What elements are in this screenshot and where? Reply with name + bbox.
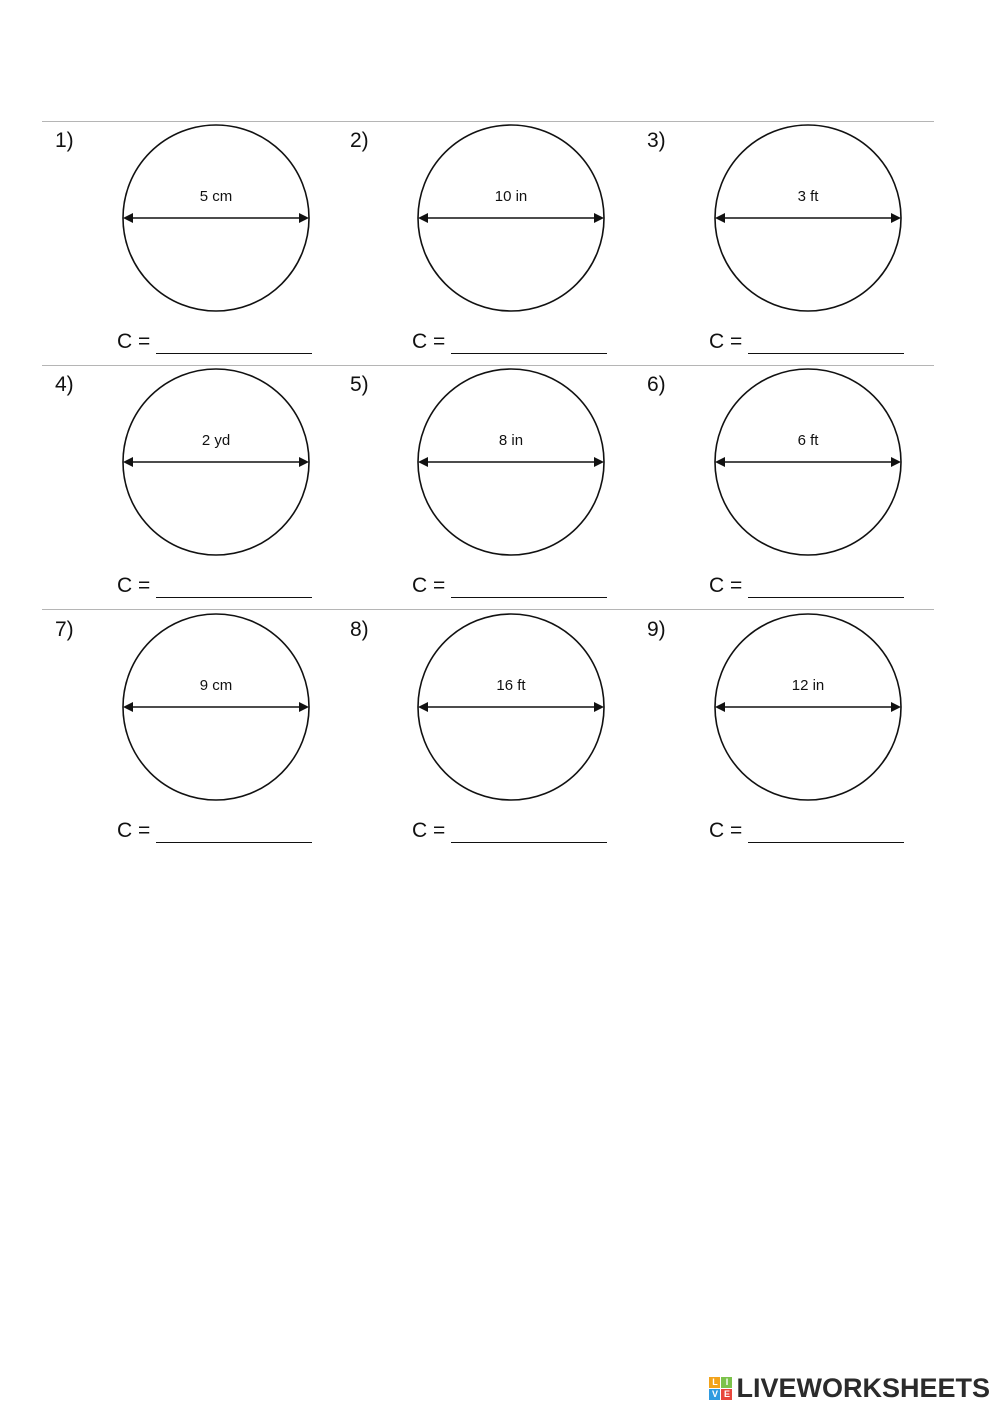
diameter-label: 12 in (791, 677, 825, 694)
diameter-label: 6 ft (797, 432, 819, 449)
answer-input[interactable] (156, 332, 312, 354)
circle-diagram (632, 121, 932, 361)
brand-mark-letter: E (721, 1389, 732, 1400)
answer-label: C = (117, 819, 151, 842)
circle-diagram (632, 610, 932, 850)
problem-9 (632, 610, 932, 850)
arrow-left-icon (123, 702, 133, 712)
answer-input[interactable] (156, 821, 312, 843)
problem-number: 5) (350, 373, 369, 396)
circle-diagram (40, 121, 340, 361)
diameter-label: 2 yd (201, 432, 231, 449)
arrow-left-icon (715, 457, 725, 467)
problem-number: 8) (350, 618, 369, 641)
problem-4 (40, 365, 340, 605)
arrow-right-icon (299, 213, 309, 223)
diameter-label: 16 ft (496, 677, 526, 694)
problem-5 (335, 365, 635, 605)
problem-number: 9) (647, 618, 666, 641)
problem-2 (335, 121, 635, 361)
answer-label: C = (709, 330, 743, 353)
circle-diagram (40, 610, 340, 850)
answer-label: C = (117, 330, 151, 353)
arrow-right-icon (594, 702, 604, 712)
circle-diagram (335, 365, 635, 605)
answer-input[interactable] (451, 821, 607, 843)
answer-input[interactable] (748, 821, 904, 843)
answer-row (709, 574, 904, 598)
diameter-label: 10 in (494, 188, 528, 205)
answer-label: C = (412, 819, 446, 842)
brand-mark-letter: L (709, 1377, 720, 1388)
arrow-right-icon (594, 457, 604, 467)
brand-mark-icon (709, 1377, 732, 1400)
answer-row (412, 330, 607, 354)
answer-label: C = (709, 574, 743, 597)
arrow-left-icon (715, 213, 725, 223)
answer-row (412, 574, 607, 598)
answer-input[interactable] (156, 576, 312, 598)
diameter-label: 5 cm (199, 188, 233, 205)
answer-label: C = (117, 574, 151, 597)
problem-number: 2) (350, 129, 369, 152)
answer-row (709, 330, 904, 354)
problem-3 (632, 121, 932, 361)
brand-mark-letter: V (709, 1389, 720, 1400)
circle-diagram (40, 365, 340, 605)
answer-input[interactable] (748, 332, 904, 354)
answer-input[interactable] (748, 576, 904, 598)
arrow-right-icon (299, 702, 309, 712)
problem-number: 4) (55, 373, 74, 396)
arrow-left-icon (418, 702, 428, 712)
answer-label: C = (412, 330, 446, 353)
diameter-label: 3 ft (797, 188, 819, 205)
circle-diagram (335, 610, 635, 850)
circle-diagram (335, 121, 635, 361)
problem-number: 1) (55, 129, 74, 152)
problem-number: 3) (647, 129, 666, 152)
answer-input[interactable] (451, 332, 607, 354)
answer-row (117, 819, 312, 843)
circle-diagram (632, 365, 932, 605)
arrow-right-icon (891, 457, 901, 467)
answer-label: C = (412, 574, 446, 597)
arrow-right-icon (594, 213, 604, 223)
problem-7 (40, 610, 340, 850)
brand-mark-letter: I (721, 1377, 732, 1388)
problem-number: 6) (647, 373, 666, 396)
liveworksheets-logo (709, 1371, 990, 1405)
problem-number: 7) (55, 618, 74, 641)
answer-label: C = (709, 819, 743, 842)
arrow-right-icon (299, 457, 309, 467)
answer-row (412, 819, 607, 843)
arrow-left-icon (715, 702, 725, 712)
brand-text: LIVEWORKSHEETS (736, 1372, 990, 1403)
problem-8 (335, 610, 635, 850)
arrow-left-icon (418, 213, 428, 223)
answer-input[interactable] (451, 576, 607, 598)
arrow-left-icon (123, 213, 133, 223)
problem-6 (632, 365, 932, 605)
arrow-left-icon (418, 457, 428, 467)
answer-row (117, 574, 312, 598)
answer-row (709, 819, 904, 843)
answer-row (117, 330, 312, 354)
arrow-right-icon (891, 702, 901, 712)
diameter-label: 9 cm (199, 677, 233, 694)
arrow-left-icon (123, 457, 133, 467)
problem-1 (40, 121, 340, 361)
diameter-label: 8 in (498, 432, 524, 449)
arrow-right-icon (891, 213, 901, 223)
